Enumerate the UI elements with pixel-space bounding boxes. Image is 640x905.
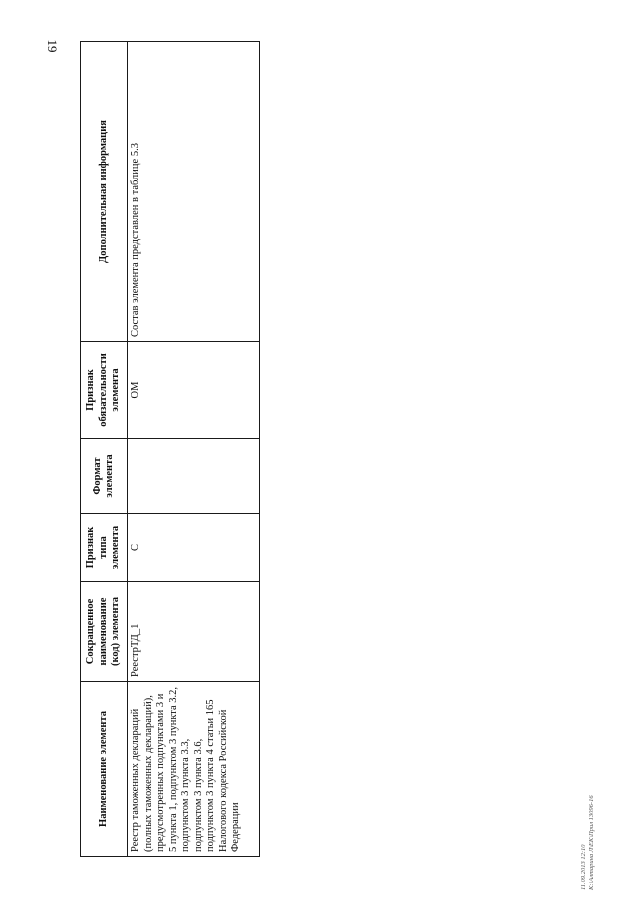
cell-code: РеестрТД_1 <box>128 582 260 682</box>
table-header-row <box>81 42 128 857</box>
element-table <box>80 41 260 857</box>
table-row <box>128 42 260 857</box>
footer-stamp <box>580 730 595 890</box>
header-code: Сокращенное наименование (код) элемента <box>81 582 128 682</box>
rotated-table-container <box>80 42 260 857</box>
page-number: 19 <box>45 39 60 53</box>
header-format: Формат элемента <box>81 439 128 514</box>
cell-format <box>128 439 260 514</box>
header-name: Наименование элемента <box>81 682 128 857</box>
cell-required: ОМ <box>128 342 260 439</box>
cell-info: Состав элемента представлен в таблице 5.3 <box>128 42 260 342</box>
footer-line-1: 11.09.2013 12:10 <box>580 844 587 890</box>
footer-text <box>580 730 596 890</box>
header-required: Признак обязательности элемента <box>81 342 128 439</box>
cell-name: Реестр таможенных деклараций (полных таможенных деклараций), предусмотренных подпунктами 3 и 5 пункта 1, подпунктом 3 пункта 3.2, подпунктом 3 пункта 3.3, подпунктом 3 пункта 3.6, подпунктом 3 пункта 4 статьи 165 Налогового кодекса Российской Федерации <box>128 682 260 857</box>
header-type: Признак типа элемента <box>81 514 128 582</box>
footer-line-2: К:\Алтарина Л\ЕК\Прил 13096-16 <box>588 795 595 890</box>
cell-type: С <box>128 514 260 582</box>
header-info: Дополнительная информация <box>81 42 128 342</box>
